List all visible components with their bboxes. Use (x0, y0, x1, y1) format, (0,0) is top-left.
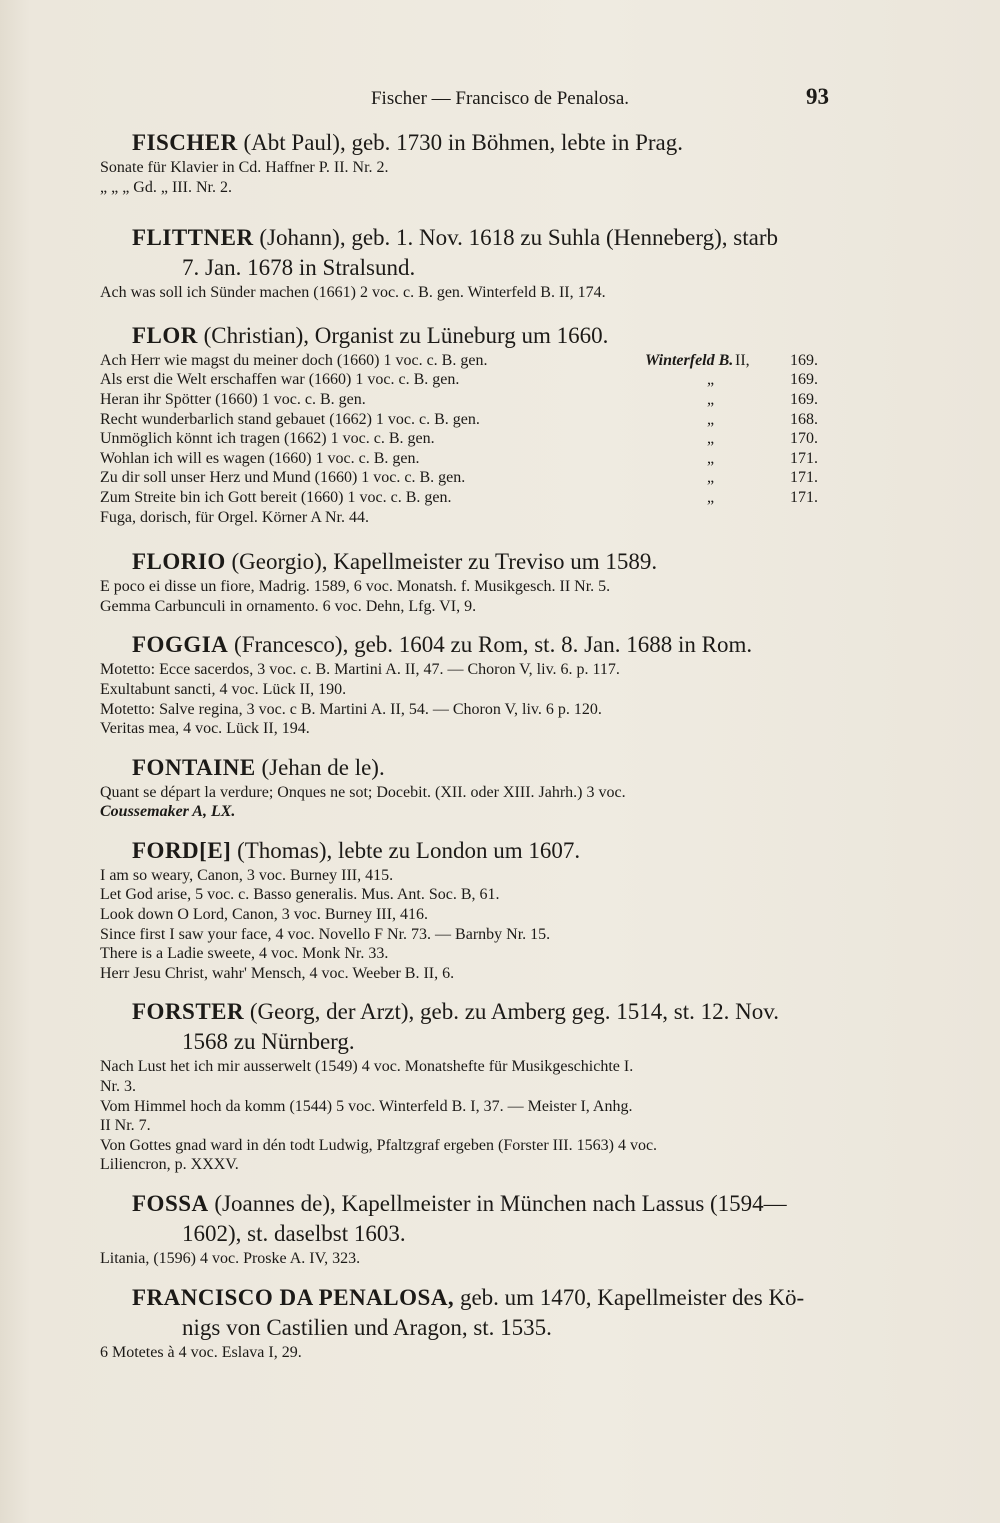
entry-francisco-da-penalosa (100, 1283, 830, 1363)
entry-fontaine (100, 753, 830, 822)
work-line: Quant se départ la verdure; Onques ne sot; Docebit. (XII. oder XIII. Jahrh.) 3 voc. (100, 783, 626, 801)
composer-name: FONTAINE (132, 754, 256, 780)
entry-heading (132, 753, 830, 783)
work-line: E poco ei disse un fiore, Madrig. 1589, 6 voc. Monatsh. f. Musikgesch. II Nr. 5. (100, 578, 611, 596)
work-line: I am so weary, Canon, 3 voc. Burney III, 415. (100, 866, 394, 884)
entry-heading (132, 321, 830, 351)
entry-foggia (100, 630, 830, 738)
composer-desc: (Francesco), geb. 1604 zu Rom, st. 8. Jan. 1688 in Rom. (234, 632, 753, 658)
composer-desc: (Joannes de), Kapellmeister in München nach Lassus (1594— (214, 1191, 787, 1216)
work-line: Motetto: Salve regina, 3 voc. c B. Martini A. II, 54. — Choron V, liv. 6 p. 120. (100, 700, 602, 718)
composer-desc: (Christian), Organist zu Lüneburg um 1660. (203, 322, 609, 348)
entry-heading (132, 547, 830, 577)
composer-name: FISCHER (132, 130, 238, 155)
entry-flittner (100, 223, 830, 303)
composer-desc-cont: 7. Jan. 1678 in Stralsund. (182, 255, 416, 281)
work-line: Vom Himmel hoch da komm (1544) 5 voc. Winterfeld B. I, 37. — Meister I, Anhg. (100, 1097, 633, 1115)
entry-forde (100, 836, 830, 984)
work-line: Exultabunt sancti, 4 voc. Lück II, 190. (100, 680, 347, 698)
work-line: Motetto: Ecce sacerdos, 3 voc. c. B. Martini A. II, 47. — Choron V, liv. 6. p. 117. (100, 661, 620, 679)
work-title: Wohlan ich will es wagen (1660) 1 voc. c. B. gen. (100, 449, 420, 467)
work-line: Coussemaker A, LX. (100, 803, 236, 821)
source-page: 171. (790, 469, 818, 487)
work-title: Recht wunderbarlich stand gebauet (1662) 1 voc. c. B. gen. (100, 410, 480, 428)
ditto-mark: „ (707, 430, 715, 448)
work-line: Nr. 3. (100, 1078, 136, 1096)
source-volume: II, (735, 351, 750, 369)
work-line: Nach Lust het ich mir ausserwelt (1549) 4 voc. Monatshefte für Musikgeschichte I. (100, 1058, 634, 1076)
composer-desc-cont: nigs von Castilien und Aragon, st. 1535. (182, 1314, 552, 1340)
source-page: 171. (790, 488, 818, 506)
composer-name: FLITTNER (132, 225, 254, 251)
work-row (100, 370, 830, 390)
work-line: Liliencron, p. XXXV. (100, 1156, 239, 1174)
entry-heading (132, 223, 830, 283)
ditto-mark: „ (707, 410, 715, 428)
work-line: Veritas mea, 4 voc. Lück II, 194. (100, 720, 310, 738)
work-title: Unmöglich könnt ich tragen (1662) 1 voc. c. B. gen. (100, 430, 435, 448)
ditto-mark: „ (707, 469, 715, 487)
work-line: Fuga, dorisch, für Orgel. Körner A Nr. 44. (100, 508, 369, 526)
source-page: 169. (790, 351, 818, 369)
work-line: Litania, (1596) 4 voc. Proske A. IV, 323. (100, 1250, 361, 1267)
work-title: Zu dir soll unser Herz und Mund (1660) 1 voc. c. B. gen. (100, 469, 466, 487)
ditto-mark: „ (707, 371, 715, 389)
work-line: Herr Jesu Christ, wahr' Mensch, 4 voc. Weeber B. II, 6. (100, 964, 455, 982)
source-name: Winterfeld B. (645, 351, 734, 369)
composer-name: FRANCISCO DA PENALOSA, (132, 1284, 455, 1310)
source-page: 169. (790, 390, 818, 408)
work-row (100, 468, 830, 488)
work-row (100, 410, 830, 430)
entry-fischer (100, 128, 830, 197)
work-row (100, 429, 830, 449)
work-row (100, 488, 830, 508)
work-title: Ach Herr wie magst du meiner doch (1660) 1 voc. c. B. gen. (100, 351, 488, 369)
composer-desc: (Thomas), lebte zu London um 1607. (237, 837, 581, 863)
composer-desc: geb. um 1470, Kapellmeister des Kö- (459, 1284, 805, 1310)
work-row (100, 449, 830, 469)
composer-name: FLORIO (132, 549, 226, 575)
composer-desc: (Georg, der Arzt), geb. zu Amberg geg. 1514, st. 12. Nov. (249, 999, 780, 1025)
running-head (0, 84, 1000, 114)
work-line: Von Gottes gnad ward in dén todt Ludwig, Pfaltzgraf ergeben (Forster III. 1563) 4 voc. (100, 1136, 658, 1154)
work-line: Sonate für Klavier in Cd. Haffner P. II. Nr. 2. (100, 159, 389, 176)
entry-forster (100, 997, 830, 1175)
work-row (100, 390, 830, 410)
work-line: Look down O Lord, Canon, 3 voc. Burney III, 416. (100, 906, 428, 924)
work-line: „ „ „ Gd. „ III. Nr. 2. (100, 178, 232, 196)
composer-name: FLOR (132, 322, 198, 348)
work-line: II Nr. 7. (100, 1117, 151, 1135)
ditto-mark: „ (707, 449, 715, 467)
work-line: Gemma Carbunculi in ornamento. 6 voc. Dehn, Lfg. VI, 9. (100, 597, 477, 615)
composer-desc: (Johann), geb. 1. Nov. 1618 zu Suhla (Henneberg), starb (259, 225, 779, 251)
work-title: Als erst die Welt erschaffen war (1660) 1 voc. c. B. gen. (100, 371, 460, 389)
work-line: 6 Motetes à 4 voc. Eslava I, 29. (100, 1343, 302, 1361)
work-title: Zum Streite bin ich Gott bereit (1660) 1 voc. c. B. gen. (100, 488, 452, 506)
entry-heading (132, 1189, 830, 1249)
entry-fossa (100, 1189, 830, 1269)
composer-desc-cont: 1568 zu Nürnberg. (182, 1029, 355, 1055)
entry-florio (100, 547, 830, 616)
work-line: There is a Ladie sweete, 4 voc. Monk Nr. 33. (100, 945, 389, 963)
composer-name: FORD[E] (132, 837, 232, 863)
ditto-mark: „ (707, 390, 715, 408)
entry-heading (132, 836, 830, 866)
entry-heading (132, 997, 830, 1057)
work-row (100, 351, 830, 371)
work-title: Heran ihr Spötter (1660) 1 voc. c. B. gen. (100, 390, 366, 408)
work-line: Ach was soll ich Sünder machen (1661) 2 voc. c. B. gen. Winterfeld B. II, 174. (100, 284, 606, 302)
work-line: Since first I saw your face, 4 voc. Novello F Nr. 73. — Barnby Nr. 15. (100, 925, 551, 943)
entry-flor (100, 321, 830, 527)
entry-heading (132, 630, 830, 660)
work-line: Let God arise, 5 voc. c. Basso generalis. Mus. Ant. Soc. B, 61. (100, 886, 500, 904)
source-page: 170. (790, 430, 818, 448)
page-number: 93 (806, 84, 829, 109)
running-title: Fischer — Francisco de Penalosa. (370, 88, 630, 109)
entry-heading (132, 1283, 830, 1343)
composer-name: FORSTER (132, 999, 245, 1025)
composer-desc: (Georgio), Kapellmeister zu Treviso um 1589. (231, 549, 658, 575)
composer-name: FOGGIA (132, 632, 229, 658)
source-page: 168. (790, 410, 818, 428)
entry-heading (132, 128, 830, 158)
source-page: 169. (790, 371, 818, 389)
entry-list (100, 128, 830, 1376)
composer-name: FOSSA (132, 1191, 209, 1216)
ditto-mark: „ (707, 488, 715, 506)
composer-desc: (Jehan de le). (261, 754, 385, 780)
source-page: 171. (790, 449, 818, 467)
composer-desc: (Abt Paul), geb. 1730 in Böhmen, lebte in Prag. (243, 130, 683, 155)
composer-desc-cont: 1602), st. daselbst 1603. (182, 1221, 406, 1246)
